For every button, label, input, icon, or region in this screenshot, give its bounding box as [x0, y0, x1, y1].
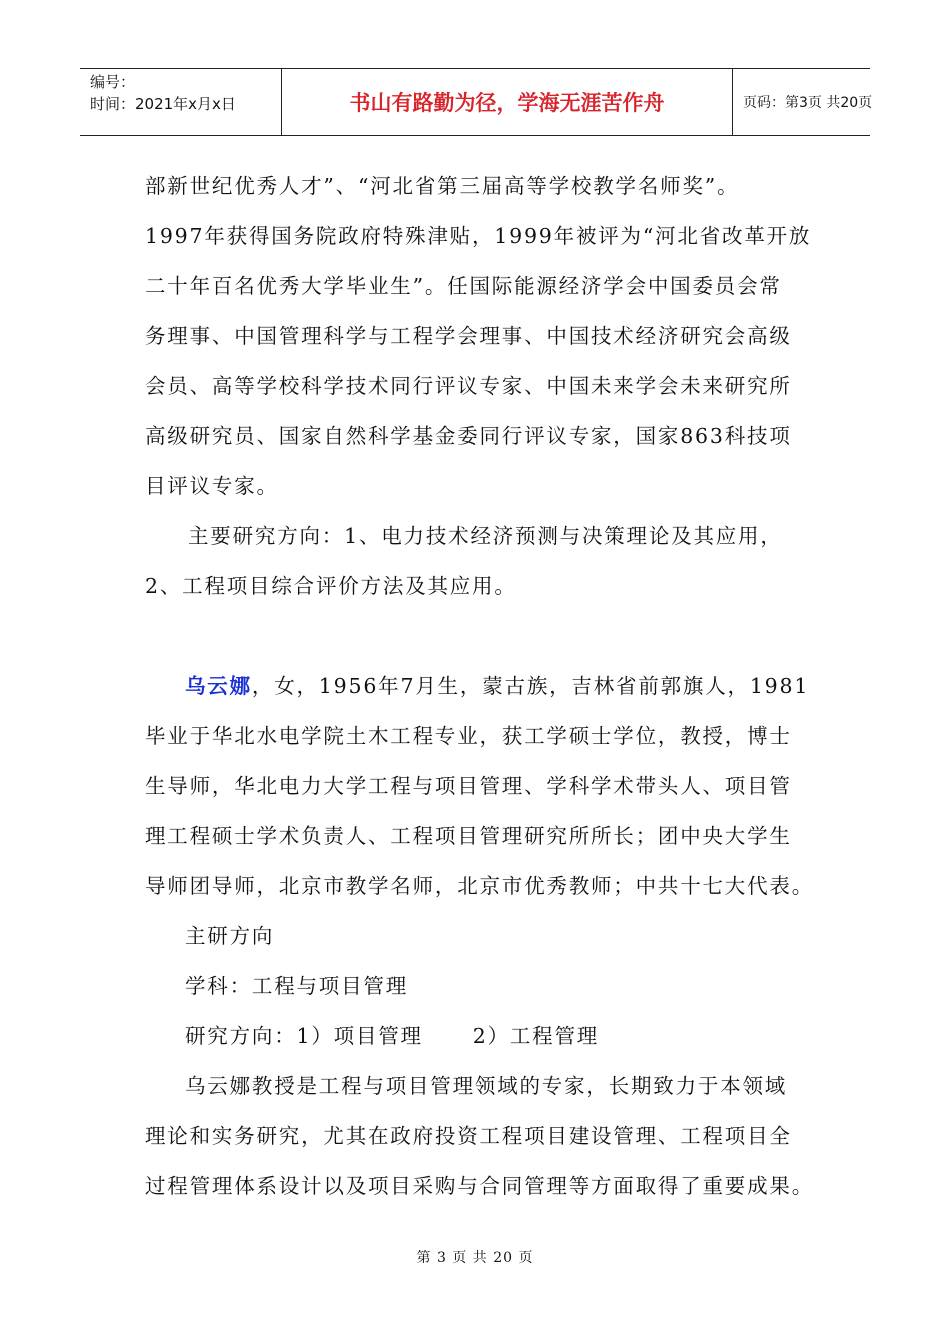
summary-line: 理论和实务研究，尤其在政府投资工程项目建设管理、工程项目全 [145, 1124, 792, 1148]
body-line: 部新世纪优秀人才”、“河北省第三届高等学校教学名师奖”。 [145, 174, 740, 198]
profile-line: 毕业于华北水电学院土木工程专业，获工学硕士学位，教授，博士 [145, 724, 792, 748]
document-date: 时间：2021年x月x日 [90, 95, 236, 113]
research-direction-line: 主要研究方向：1、电力技术经济预测与决策理论及其应用， [188, 524, 783, 548]
document-number-label: 编号： [90, 73, 136, 91]
page-footer: 第 3 页 共 20 页 [416, 1250, 534, 1266]
header-meta [80, 69, 282, 135]
body-line: 会员、高等学校科学技术同行评议专家、中国未来学会未来研究所 [145, 374, 792, 398]
profile-line: 理工程硕士学术负责人、工程项目管理研究所所长；团中央大学生 [145, 824, 792, 848]
research-direction-line: 2、工程项目综合评价方法及其应用。 [145, 574, 517, 598]
profile-name: 乌云娜 [185, 674, 252, 698]
research-direction-items: 研究方向：1）项目管理 2）工程管理 [185, 1024, 600, 1048]
page-header [80, 68, 873, 136]
profile-intro-text: ，女，1956年7月生，蒙古族，吉林省前郭旗人，1981 [251, 674, 810, 698]
summary-line: 过程管理体系设计以及项目采购与合同管理等方面取得了重要成果。 [145, 1174, 814, 1198]
discipline-line: 学科：工程与项目管理 [185, 974, 408, 998]
profile-intro-line [185, 672, 809, 700]
profile-line: 生导师，华北电力大学工程与项目管理、学科学术带头人、项目管 [145, 774, 792, 798]
header-page-info: 页码：第3页 共20页 [743, 95, 873, 111]
body-line: 高级研究员、国家自然科学基金委同行评议专家，国家863科技项 [145, 424, 792, 448]
body-line: 务理事、中国管理科学与工程学会理事、中国技术经济研究会高级 [145, 324, 792, 348]
header-motto: 书山有路勤为径，学海无涯苦作舟 [282, 69, 733, 135]
profile-line: 导师团导师，北京市教学名师，北京市优秀教师；中共十七大代表。 [145, 874, 814, 898]
body-line: 目评议专家。 [145, 474, 279, 498]
direction-heading: 主研方向 [185, 924, 275, 948]
summary-line: 乌云娜教授是工程与项目管理领域的专家，长期致力于本领域 [185, 1074, 788, 1098]
body-line: 二十年百名优秀大学毕业生”。任国际能源经济学会中国委员会常 [145, 274, 782, 298]
body-line: 1997年获得国务院政府特殊津贴，1999年被评为“河北省改革开放 [145, 224, 812, 248]
